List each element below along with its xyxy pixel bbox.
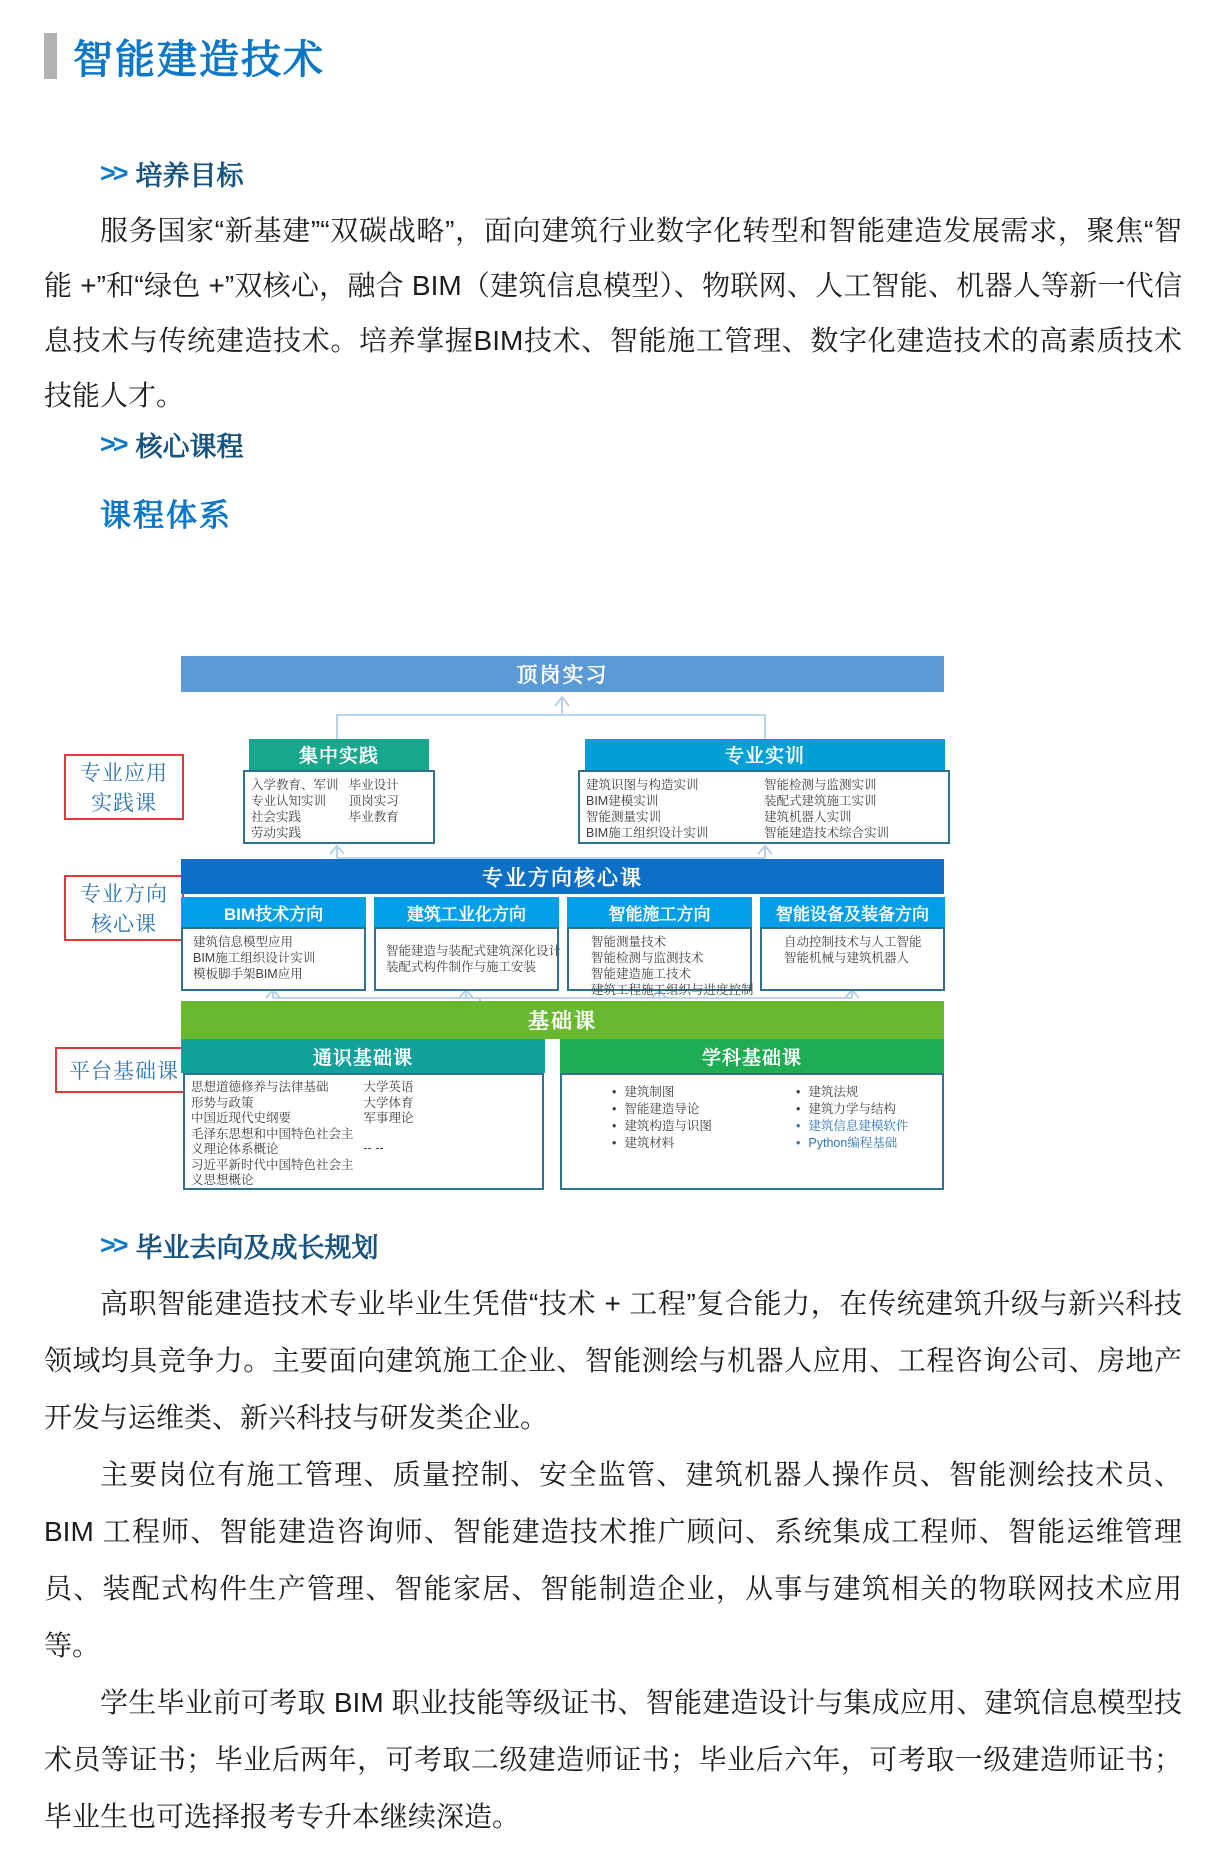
list-item: 智能测量技术 bbox=[591, 935, 667, 949]
side-label-practice-courses bbox=[64, 754, 184, 820]
list-item: 智能建造与装配式建筑深化设计 bbox=[386, 944, 562, 958]
course-system-heading: 课程体系 bbox=[100, 498, 232, 533]
career-paragraph-3: 学生毕业前可考取 BIM 职业技能等级证书、智能建造设计与集成应用、建筑信息模型技术员等证书；毕业后两年，可考取二级建造师证书；毕业后六年，可考取一级建造师证书；毕业生也可选择报考专升本继续深造。 bbox=[44, 1687, 1182, 1832]
list-item: 大学英语 bbox=[363, 1080, 414, 1094]
general-col2 bbox=[364, 1080, 537, 1183]
list-item: 义理论体系概论 bbox=[191, 1142, 279, 1156]
list-item: • 智能建造导论 bbox=[598, 1101, 752, 1118]
list-item: 大学体育 bbox=[363, 1095, 414, 1110]
list-item: 实践课 bbox=[91, 792, 157, 815]
page-title: 智能建造技术 bbox=[73, 37, 325, 82]
list-item: 建筑信息模型应用 bbox=[193, 935, 294, 949]
list-item: 毛泽东思想和中国特色社会主 bbox=[191, 1126, 354, 1141]
list-item: 建筑识图与构造实训 bbox=[586, 778, 699, 792]
direction-box-smart-equipment bbox=[760, 927, 945, 991]
direction-header-smart-construction: 智能施工方向 bbox=[567, 897, 752, 927]
list-item: • 建筑法规 bbox=[782, 1084, 936, 1101]
general-col1 bbox=[191, 1080, 364, 1187]
general-foundation-header: 通识基础课 bbox=[181, 1039, 545, 1073]
list-item: • Python编程基础 bbox=[782, 1135, 936, 1152]
concentrated-col1 bbox=[251, 777, 349, 840]
list-item: 装配式构件制作与施工安装 bbox=[386, 960, 537, 974]
concentrated-practice-box bbox=[243, 770, 435, 844]
direction-box-industrialization bbox=[374, 927, 562, 991]
list-item: 毕业教育 bbox=[348, 810, 399, 824]
direction-header-industrialization: 建筑工业化方向 bbox=[374, 897, 559, 927]
list-item: BIM建模实训 bbox=[586, 794, 659, 808]
list-item: BIM施工组织设计实训 bbox=[586, 826, 709, 840]
protraining-col1 bbox=[586, 777, 764, 840]
core-courses-heading-label: 核心课程 bbox=[135, 432, 244, 462]
chevrons-icon: >> bbox=[100, 158, 126, 188]
list-item: • 建筑制图 bbox=[598, 1084, 752, 1101]
list-item: 智能机械与建筑机器人 bbox=[784, 951, 910, 965]
foundation-bar: 基础课 bbox=[181, 1001, 944, 1039]
course-system-diagram bbox=[0, 549, 1226, 1204]
list-item: 入学教育、军训 bbox=[251, 778, 339, 792]
subject-foundation-header: 学科基础课 bbox=[560, 1039, 944, 1073]
list-item: 毕业设计 bbox=[348, 778, 399, 792]
list-item: 社会实践 bbox=[251, 810, 302, 824]
goal-heading bbox=[100, 154, 1226, 193]
page-header bbox=[44, 30, 1226, 82]
chevrons-icon: >> bbox=[100, 1230, 126, 1260]
direction-box-bim bbox=[181, 927, 366, 991]
goal-paragraph: 服务国家“新基建”“双碳战略”，面向建筑行业数字化转型和智能建造发展需求，聚焦“智能 +”和“绿色 +”双核心，融合 BIM（建筑信息模型）、物联网、人工智能、机器人等新一代信息技术与传统建造技术。培养掌握BIM技术、智能施工管理、数字化建造技术的高素质技术技能人才。 bbox=[44, 215, 1182, 411]
subject-col2-highlight bbox=[782, 1118, 936, 1152]
internship-bar: 顶岗实习 bbox=[181, 656, 944, 692]
list-item: 专业方向 bbox=[80, 883, 168, 906]
core-courses-heading bbox=[100, 425, 1226, 464]
career-paragraph-1: 高职智能建造技术专业毕业生凭借“技术 + 工程”复合能力，在传统建筑升级与新兴科技领域均具竞争力。主要面向建筑施工企业、智能测绘与机器人应用、工程咨询公司、房地产开发与运维类、新兴科技与研发类企业。 bbox=[44, 1288, 1182, 1433]
list-item: 智能建造技术综合实训 bbox=[764, 826, 890, 840]
list-item: -- -- bbox=[363, 1140, 384, 1155]
list-item: 中国近现代史纲要 bbox=[191, 1111, 292, 1125]
direction-box-smart-construction bbox=[567, 927, 754, 997]
general-foundation-box bbox=[183, 1073, 544, 1190]
list-item: 顶岗实习 bbox=[348, 794, 399, 808]
list-item: 军事理论 bbox=[363, 1111, 414, 1125]
concentrated-practice-header: 集中实践 bbox=[249, 739, 429, 770]
core-direction-bar: 专业方向核心课 bbox=[181, 859, 944, 894]
list-item: 形势与政策 bbox=[191, 1095, 254, 1110]
title-accent-bar bbox=[44, 33, 57, 79]
list-item: 义思想概论 bbox=[191, 1173, 254, 1187]
list-item: 思想道德修养与法律基础 bbox=[191, 1080, 329, 1094]
professional-training-header: 专业实训 bbox=[585, 739, 945, 770]
list-item: • 建筑构造与识图 bbox=[598, 1118, 752, 1135]
list-item: 劳动实践 bbox=[251, 826, 302, 840]
direction-header-smart-equipment: 智能设备及装备方向 bbox=[760, 897, 945, 927]
career-heading-label: 毕业去向及成长规划 bbox=[135, 1233, 379, 1263]
list-item: • 建筑材料 bbox=[598, 1135, 752, 1152]
list-item: BIM施工组织设计实训 bbox=[193, 951, 316, 965]
list-item: 智能检测与监测实训 bbox=[764, 778, 877, 792]
career-paragraph-2: 主要岗位有施工管理、质量控制、安全监管、建筑机器人操作员、智能测绘技术员、BIM 工程师、智能建造咨询师、智能建造技术推广顾问、系统集成工程师、智能运维管理员、装配式构件生产管理、智能家居、智能制造企业，从事与建筑相关的物联网技术应用等。 bbox=[44, 1459, 1182, 1661]
list-item: 模板脚手架BIM应用 bbox=[193, 967, 303, 981]
subject-col2 bbox=[752, 1084, 936, 1183]
professional-training-box bbox=[578, 770, 950, 844]
side-label-platform-courses bbox=[55, 1047, 193, 1093]
list-item: 智能测量实训 bbox=[586, 810, 662, 824]
list-item: • 建筑力学与结构 bbox=[782, 1101, 936, 1118]
protraining-col2 bbox=[764, 777, 942, 840]
list-item: 智能检测与监测技术 bbox=[591, 951, 704, 965]
list-item: • 建筑信息建模软件 bbox=[782, 1118, 936, 1135]
list-item: 装配式建筑施工实训 bbox=[764, 794, 877, 808]
list-item: 核心课 bbox=[91, 913, 157, 936]
list-item: 平台基础课 bbox=[69, 1060, 179, 1083]
list-item: 专业认知实训 bbox=[251, 794, 327, 808]
subject-foundation-box bbox=[560, 1073, 944, 1190]
career-heading bbox=[100, 1226, 1226, 1265]
list-item: 智能建造施工技术 bbox=[591, 967, 692, 981]
concentrated-col2 bbox=[349, 777, 427, 837]
list-item: 自动控制技术与人工智能 bbox=[784, 935, 922, 949]
goal-heading-label: 培养目标 bbox=[135, 161, 244, 191]
list-item: 专业应用 bbox=[80, 762, 168, 785]
subject-col1 bbox=[568, 1084, 752, 1183]
side-label-core-courses bbox=[64, 875, 184, 941]
chevrons-icon: >> bbox=[100, 429, 126, 459]
subject-col2-plain bbox=[782, 1084, 936, 1118]
list-item: 建筑机器人实训 bbox=[764, 810, 852, 824]
list-item: 习近平新时代中国特色社会主 bbox=[191, 1157, 354, 1172]
direction-header-bim: BIM技术方向 bbox=[181, 897, 366, 927]
list-item: 建筑工程施工组织与进度控制 bbox=[591, 983, 754, 997]
